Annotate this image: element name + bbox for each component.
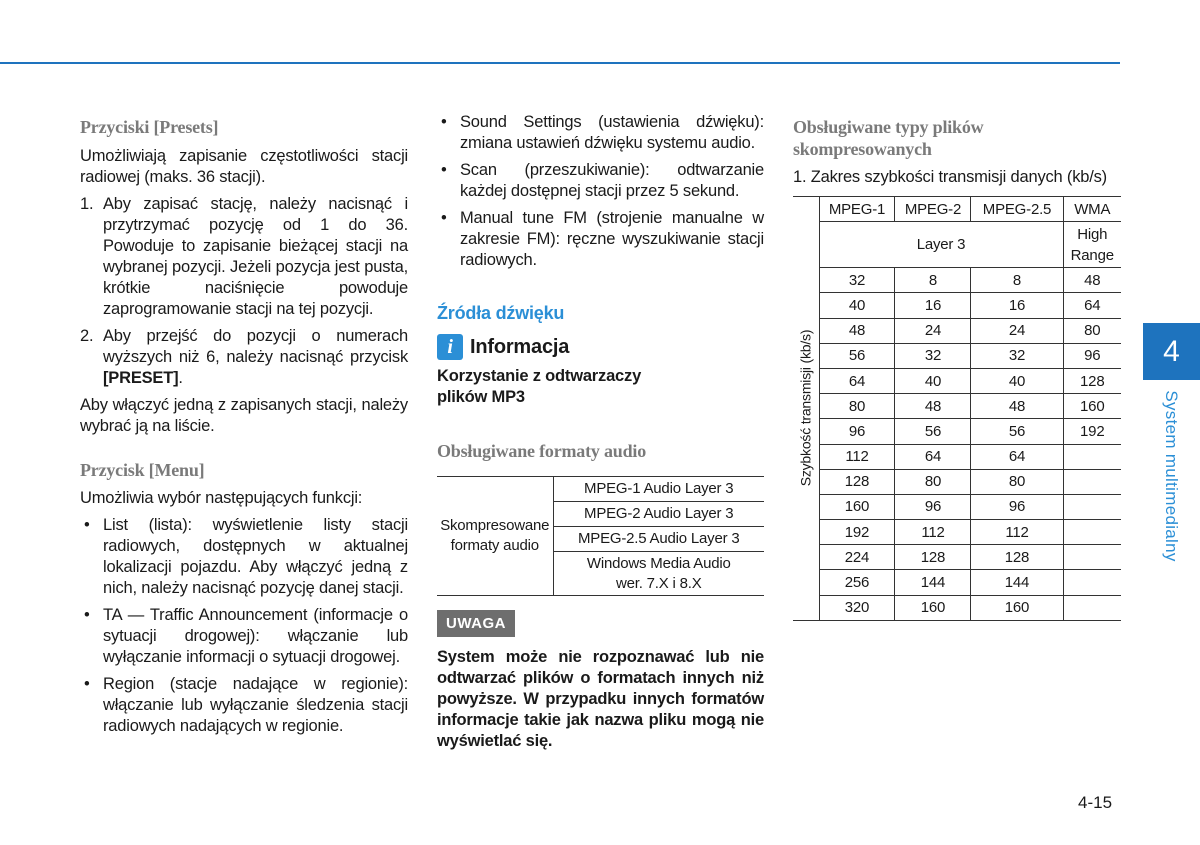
menu-list-item: • List (lista): wyświetlenie listy stacji radiowych, dostępnych w aktualnej lokalizacji pojazdu. Aby włączyć jedną z nich, należy nacisnąć pozycję danej stacji. bbox=[80, 515, 408, 599]
step-item bbox=[80, 326, 408, 389]
table-cell: 80 bbox=[971, 469, 1063, 494]
step-text: Aby przejść do pozycji o numerach wyższych niż 6, należy nacisnąć przycisk bbox=[103, 327, 408, 366]
header-cell: MPEG-1 bbox=[819, 197, 895, 222]
step-item bbox=[80, 194, 408, 320]
info-header bbox=[437, 334, 764, 360]
table-row bbox=[793, 268, 1121, 293]
presets-intro: Umożliwiają zapisanie częstotliwości stacji radiowej (maks. 36 stacji). bbox=[80, 147, 408, 186]
table-row bbox=[793, 394, 1121, 419]
table-cell: 64 bbox=[1063, 293, 1121, 318]
table-cell: 112 bbox=[895, 520, 971, 545]
table-cell: 56 bbox=[971, 419, 1063, 444]
table-cell: 160 bbox=[895, 595, 971, 620]
menu-intro: Umożliwia wybór następujących funkcji: bbox=[80, 489, 363, 507]
sources-heading: Źródła dźwięku bbox=[437, 303, 565, 323]
table-cell: 96 bbox=[895, 494, 971, 519]
info-subtitle-line-2: plików MP3 bbox=[437, 388, 525, 406]
table-cell: MPEG-2.5 Audio Layer 3 bbox=[553, 527, 764, 552]
table-cell: 224 bbox=[819, 545, 895, 570]
table-cell: MPEG-1 Audio Layer 3 bbox=[553, 477, 764, 502]
table-row bbox=[793, 293, 1121, 318]
table-cell: 48 bbox=[819, 318, 895, 343]
table-row bbox=[793, 570, 1121, 595]
table-cell: 96 bbox=[819, 419, 895, 444]
menu-list-item: • Sound Settings (ustawienia dźwięku): zmiana ustawień dźwięku systemu audio. bbox=[437, 112, 764, 154]
formats-label-line-1: Skompresowane bbox=[440, 517, 550, 534]
table-row bbox=[793, 469, 1121, 494]
presets-steps bbox=[80, 194, 408, 389]
table-cell bbox=[1063, 545, 1121, 570]
menu-list-item: • TA — Traffic Announcement (informacje o sytuacji drogowej): włączanie lub wyłączanie informacji o sytuacji drogowej. bbox=[80, 605, 408, 668]
table-cell: 40 bbox=[971, 368, 1063, 393]
menu-list-continued bbox=[437, 112, 764, 271]
table-cell bbox=[1063, 469, 1121, 494]
header-cell: MPEG-2.5 bbox=[971, 197, 1063, 222]
wma-range-line-1: High bbox=[1077, 225, 1108, 243]
table-row bbox=[437, 477, 764, 502]
table-cell: 16 bbox=[895, 293, 971, 318]
table-cell: 56 bbox=[895, 419, 971, 444]
table-cell bbox=[1063, 595, 1121, 620]
bitrate-table bbox=[793, 196, 1121, 621]
table-cell: 64 bbox=[819, 368, 895, 393]
side-label-cell bbox=[793, 197, 819, 621]
info-subtitle bbox=[437, 366, 764, 408]
chapter-tab: 4 bbox=[1143, 323, 1200, 380]
wma-line-2: wer. 7.X i 8.X bbox=[615, 574, 702, 592]
table-row bbox=[793, 444, 1121, 469]
table-row bbox=[793, 595, 1121, 620]
table-cell bbox=[1063, 570, 1121, 595]
presets-heading: Przyciski [Presets] bbox=[80, 117, 219, 137]
step-number: 2. bbox=[80, 327, 94, 345]
table-cell: 128 bbox=[819, 469, 895, 494]
table-cell: 144 bbox=[895, 570, 971, 595]
table-cell: 144 bbox=[971, 570, 1063, 595]
table-cell: 8 bbox=[971, 268, 1063, 293]
wma-range-line-2: Range bbox=[1070, 246, 1114, 264]
table-cell bbox=[1063, 444, 1121, 469]
menu-heading: Przycisk [Menu] bbox=[80, 460, 205, 480]
table-row bbox=[793, 520, 1121, 545]
table-cell: 48 bbox=[971, 394, 1063, 419]
table-cell: 96 bbox=[1063, 343, 1121, 368]
step-number: 1. bbox=[80, 195, 94, 213]
table-cell: 64 bbox=[895, 444, 971, 469]
table-cell: 80 bbox=[819, 394, 895, 419]
header-cell: WMA bbox=[1063, 197, 1121, 222]
table-cell: 24 bbox=[895, 318, 971, 343]
types-heading-line-1: Obsługiwane typy plików bbox=[793, 117, 984, 137]
table-cell: 160 bbox=[819, 494, 895, 519]
formats-label-line-2: formaty audio bbox=[450, 537, 539, 554]
table-header-row bbox=[793, 197, 1121, 222]
table-subheader-row bbox=[793, 222, 1121, 268]
table-cell: 256 bbox=[819, 570, 895, 595]
step-end: . bbox=[178, 369, 183, 387]
bitrate-table-body bbox=[793, 197, 1121, 621]
presets-outro: Aby włączyć jedną z zapisanych stacji, należy wybrać ją na liście. bbox=[80, 396, 408, 435]
table-row bbox=[793, 343, 1121, 368]
menu-list-item: • Scan (przeszukiwanie): odtwarzanie każdej dostępnej stacji przez 5 sekund. bbox=[437, 160, 764, 202]
menu-list-item: • Manual tune FM (strojenie manualne w zakresie FM): ręczne wyszukiwanie stacji radiowych. bbox=[437, 208, 764, 271]
formats-label-cell bbox=[437, 477, 553, 596]
table-cell: 320 bbox=[819, 595, 895, 620]
table-cell: MPEG-2 Audio Layer 3 bbox=[553, 502, 764, 527]
table-row bbox=[793, 494, 1121, 519]
page-number: 4-15 bbox=[1078, 793, 1113, 812]
table-cell: 128 bbox=[895, 545, 971, 570]
table-cell bbox=[1063, 520, 1121, 545]
menu-list-item: • Region (stacje nadające w regionie): włączanie lub wyłączanie śledzenia stacji radiowych nadających w regionie. bbox=[80, 674, 408, 737]
info-subtitle-line-1: Korzystanie z odtwarzaczy bbox=[437, 367, 642, 385]
formats-table bbox=[437, 476, 764, 596]
table-cell: 64 bbox=[971, 444, 1063, 469]
table-cell: 128 bbox=[971, 545, 1063, 570]
top-divider bbox=[0, 62, 1120, 64]
table-cell: 32 bbox=[895, 343, 971, 368]
layer-cell: Layer 3 bbox=[819, 222, 1063, 268]
table-cell bbox=[553, 552, 764, 596]
step-text: Aby zapisać stację, należy nacisnąć i przytrzymać pozycję od 1 do 36. Powoduje to zapisanie bieżącej stacji na wybranej pozycji. Jeżeli pozycja jest pusta, krótkie naciśnięcie powoduje zaprogramowanie stacji na tej pozycji. bbox=[103, 195, 408, 318]
table-row bbox=[793, 419, 1121, 444]
table-cell: 80 bbox=[895, 469, 971, 494]
table-cell: 112 bbox=[971, 520, 1063, 545]
info-title: Informacja bbox=[470, 335, 570, 358]
table-cell: 160 bbox=[971, 595, 1063, 620]
table-cell: 56 bbox=[819, 343, 895, 368]
table-cell: 40 bbox=[895, 368, 971, 393]
rate-item: 1. Zakres szybkości transmisji danych (kb/s) bbox=[793, 168, 1107, 186]
table-cell: 192 bbox=[1063, 419, 1121, 444]
info-icon: i bbox=[437, 334, 463, 360]
column-2 bbox=[437, 110, 764, 752]
column-1 bbox=[80, 110, 408, 737]
table-cell: 48 bbox=[1063, 268, 1121, 293]
table-cell: 32 bbox=[819, 268, 895, 293]
types-heading-line-2: skompresowanych bbox=[793, 139, 932, 159]
side-label: Szybkość transmisji (kb/s) bbox=[797, 330, 814, 487]
preset-key-label: [PRESET] bbox=[103, 369, 179, 387]
types-heading bbox=[793, 116, 1121, 160]
table-cell: 16 bbox=[971, 293, 1063, 318]
table-cell bbox=[1063, 494, 1121, 519]
table-cell: 48 bbox=[895, 394, 971, 419]
table-cell: 192 bbox=[819, 520, 895, 545]
table-cell: 80 bbox=[1063, 318, 1121, 343]
table-row bbox=[793, 368, 1121, 393]
header-cell: MPEG-2 bbox=[895, 197, 971, 222]
table-cell: 32 bbox=[971, 343, 1063, 368]
table-cell: 40 bbox=[819, 293, 895, 318]
warning-badge: UWAGA bbox=[437, 610, 515, 637]
chapter-label: System multimedialny bbox=[1162, 390, 1181, 562]
formats-heading: Obsługiwane formaty audio bbox=[437, 441, 647, 461]
table-cell: 128 bbox=[1063, 368, 1121, 393]
table-cell: 8 bbox=[895, 268, 971, 293]
table-cell: 96 bbox=[971, 494, 1063, 519]
column-3 bbox=[793, 110, 1121, 621]
table-cell: 160 bbox=[1063, 394, 1121, 419]
menu-list bbox=[80, 515, 408, 737]
table-row bbox=[793, 545, 1121, 570]
table-cell: 112 bbox=[819, 444, 895, 469]
wma-range-cell bbox=[1063, 222, 1121, 268]
warning-text: System może nie rozpoznawać lub nie odtwarzać plików o formatach innych niż powyższe. W przypadku innych formatów informacje takie jak nazwa pliku mogą nie wyświetlać się. bbox=[437, 648, 764, 750]
table-row bbox=[793, 318, 1121, 343]
table-cell: 24 bbox=[971, 318, 1063, 343]
wma-line-1: Windows Media Audio bbox=[586, 554, 731, 572]
